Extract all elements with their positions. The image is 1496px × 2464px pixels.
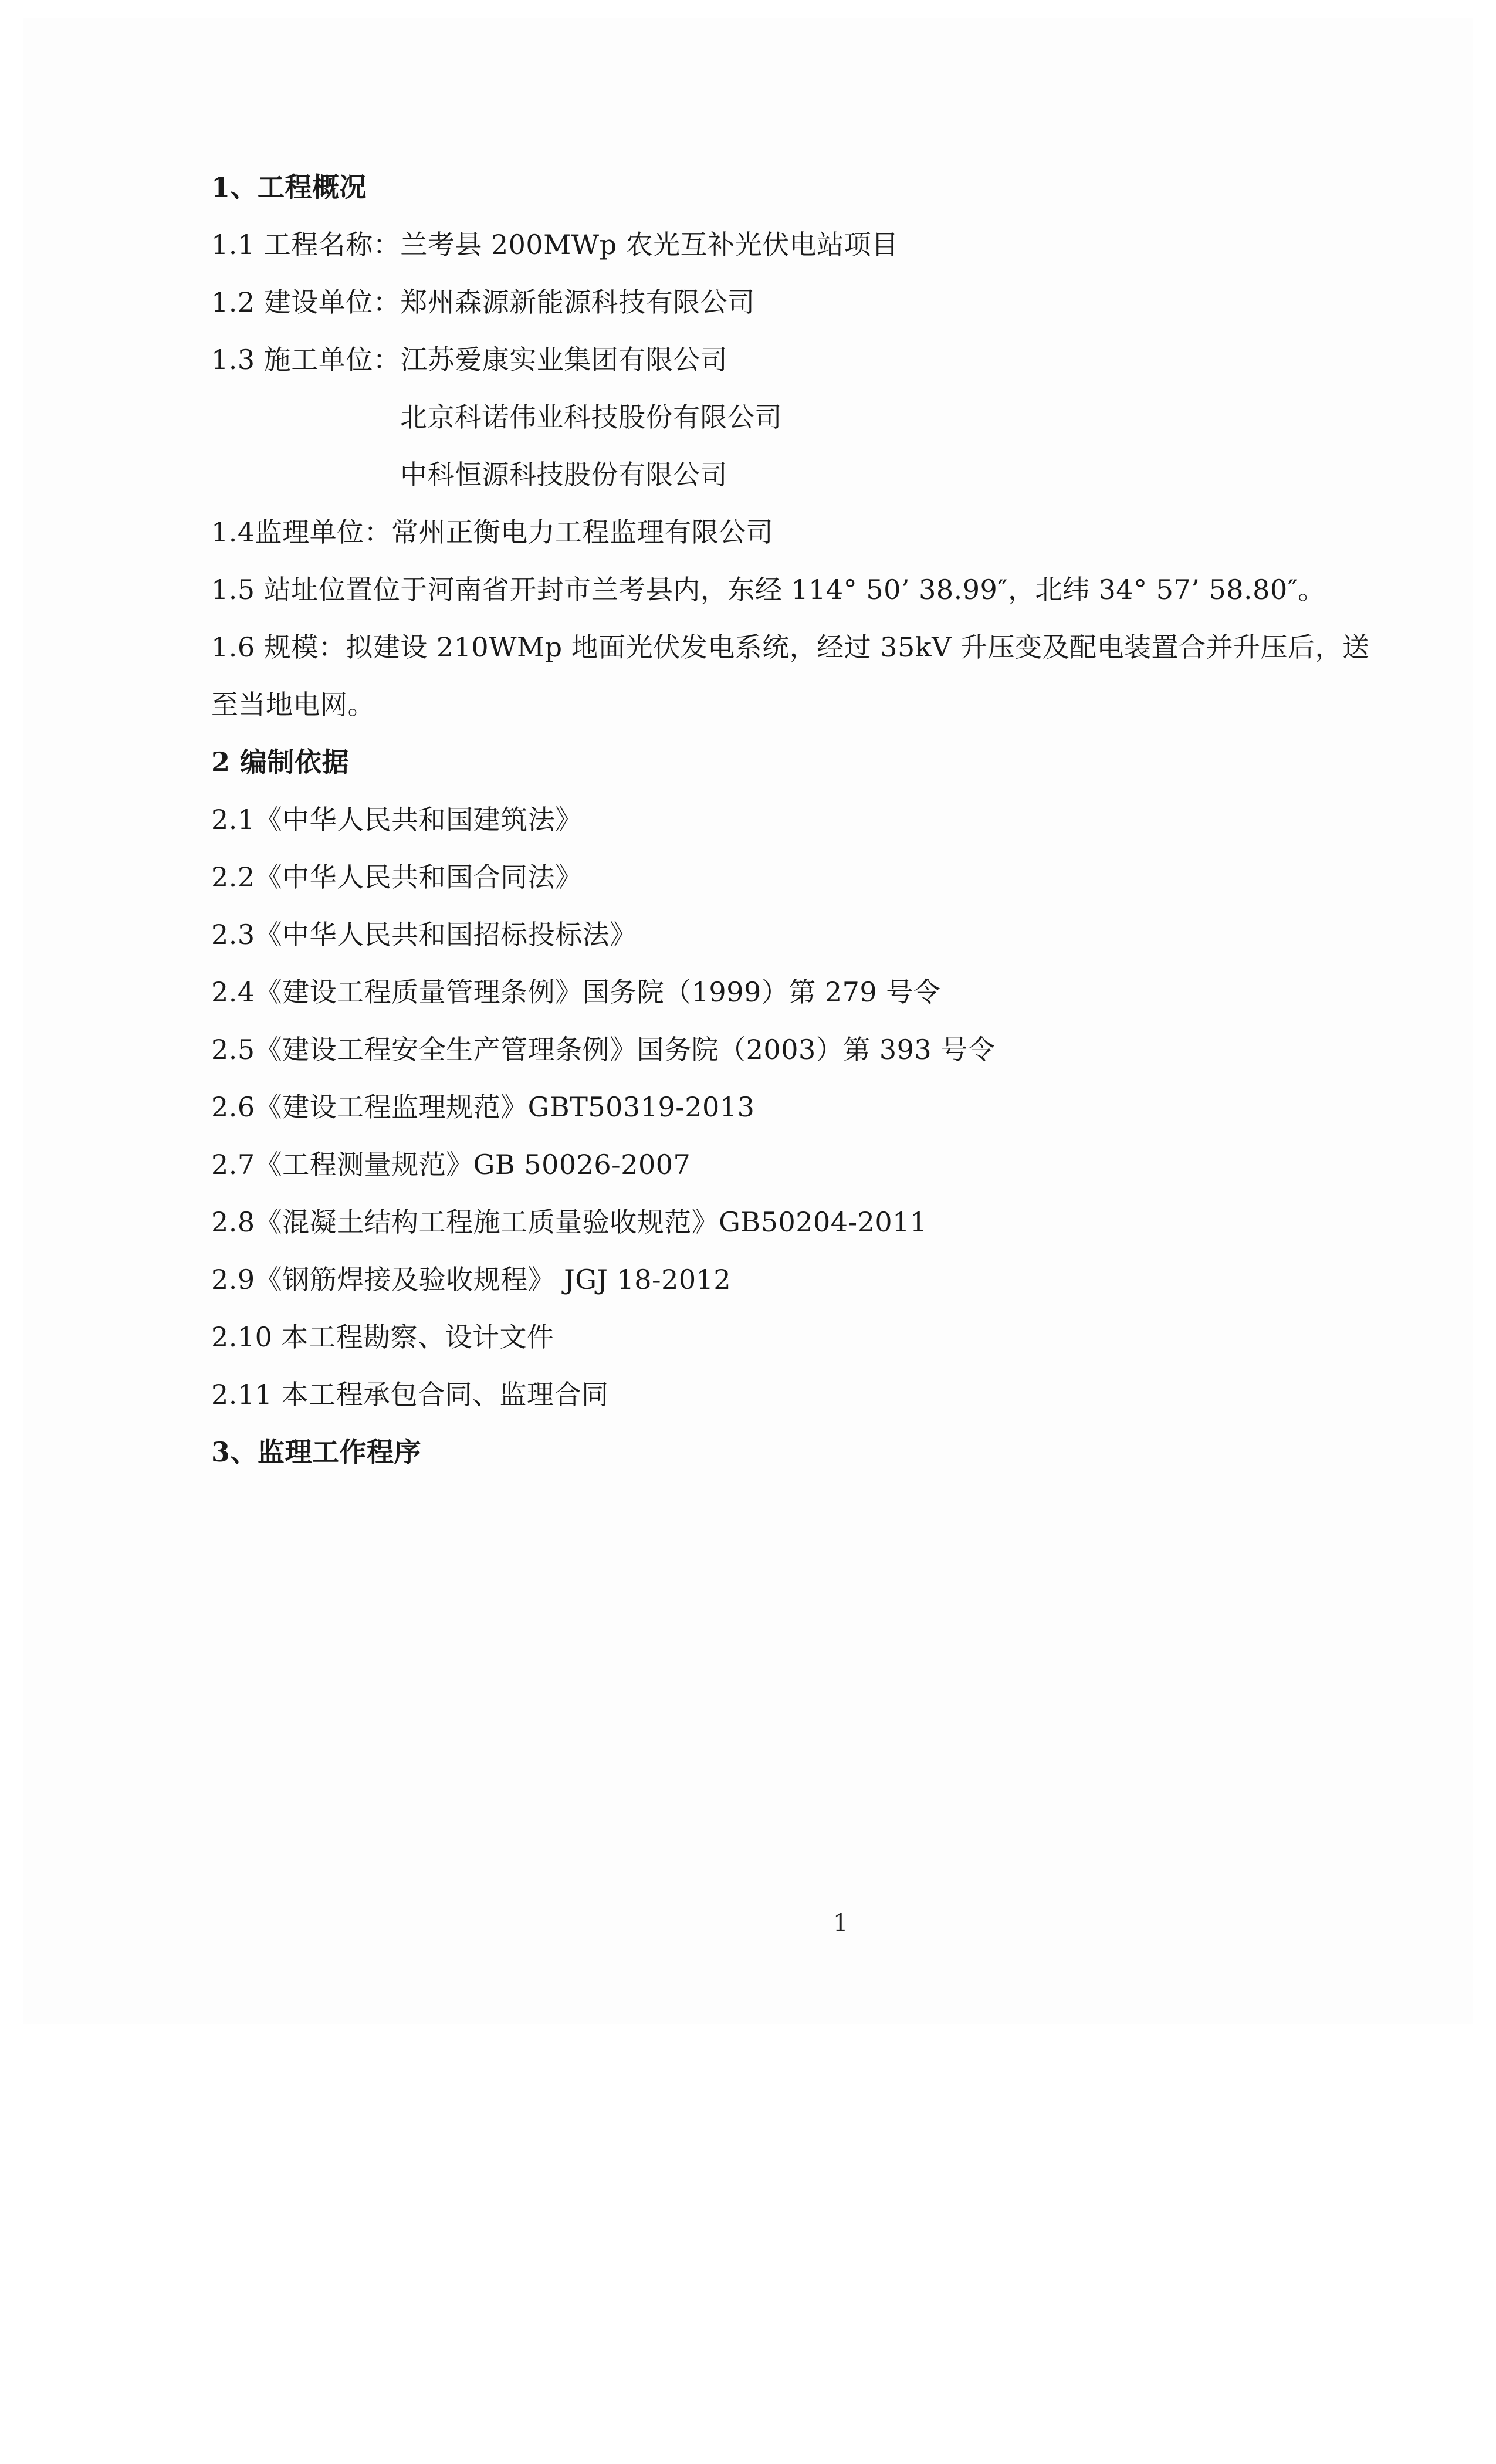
scale-line-continued: 至当地电网。 — [211, 689, 375, 720]
project-name-line: 1.1 工程名称：兰考县 200MWp 农光互补光伏电站项目 — [211, 229, 899, 260]
contractor-line-2: 北京科诺伟业科技股份有限公司 — [400, 401, 782, 433]
document-body — [211, 158, 1373, 1481]
site-location-line: 1.5 站址位置位于河南省开封市兰考县内，东经 114° 50’ 38.99″，北纬 34° 57’ 58.80″。 — [211, 574, 1325, 605]
basis-item: 2.7《工程测量规范》GB 50026-2007 — [211, 1149, 691, 1180]
basis-item: 2.11 本工程承包合同、监理合同 — [211, 1379, 609, 1410]
owner-line: 1.2 建设单位：郑州森源新能源科技有限公司 — [211, 286, 755, 318]
supervisor-line: 1.4监理单位：常州正衡电力工程监理有限公司 — [211, 516, 774, 548]
section-1-heading: 1、工程概况 — [211, 171, 367, 203]
basis-item: 2.2《中华人民共和国合同法》 — [211, 861, 583, 893]
basis-item: 2.6《建设工程监理规范》GBT50319-2013 — [211, 1091, 755, 1123]
basis-item: 2.4《建设工程质量管理条例》国务院（1999）第 279 号令 — [211, 976, 941, 1008]
contractor-line-3: 中科恒源科技股份有限公司 — [400, 459, 727, 490]
contractor-line: 1.3 施工单位：江苏爱康实业集团有限公司 — [211, 344, 728, 375]
basis-item: 2.9《钢筋焊接及验收规程》 JGJ 18-2012 — [211, 1264, 732, 1295]
basis-item: 2.10 本工程勘察、设计文件 — [211, 1321, 554, 1353]
basis-item: 2.3《中华人民共和国招标投标法》 — [211, 919, 637, 950]
page-number: 1 — [833, 1910, 848, 1937]
basis-item: 2.8《混凝土结构工程施工质量验收规范》GB50204-2011 — [211, 1206, 928, 1238]
basis-item: 2.5《建设工程安全生产管理条例》国务院（2003）第 393 号令 — [211, 1034, 996, 1065]
document-page — [23, 18, 1473, 2024]
section-2-heading: 2 编制依据 — [211, 746, 350, 778]
section-3-heading: 3、监理工作程序 — [211, 1436, 422, 1468]
scale-line: 1.6 规模：拟建设 210WMp 地面光伏发电系统，经过 35kV 升压变及配电装置合并升压后，送 — [211, 631, 1370, 663]
basis-item: 2.1《中华人民共和国建筑法》 — [211, 804, 583, 835]
